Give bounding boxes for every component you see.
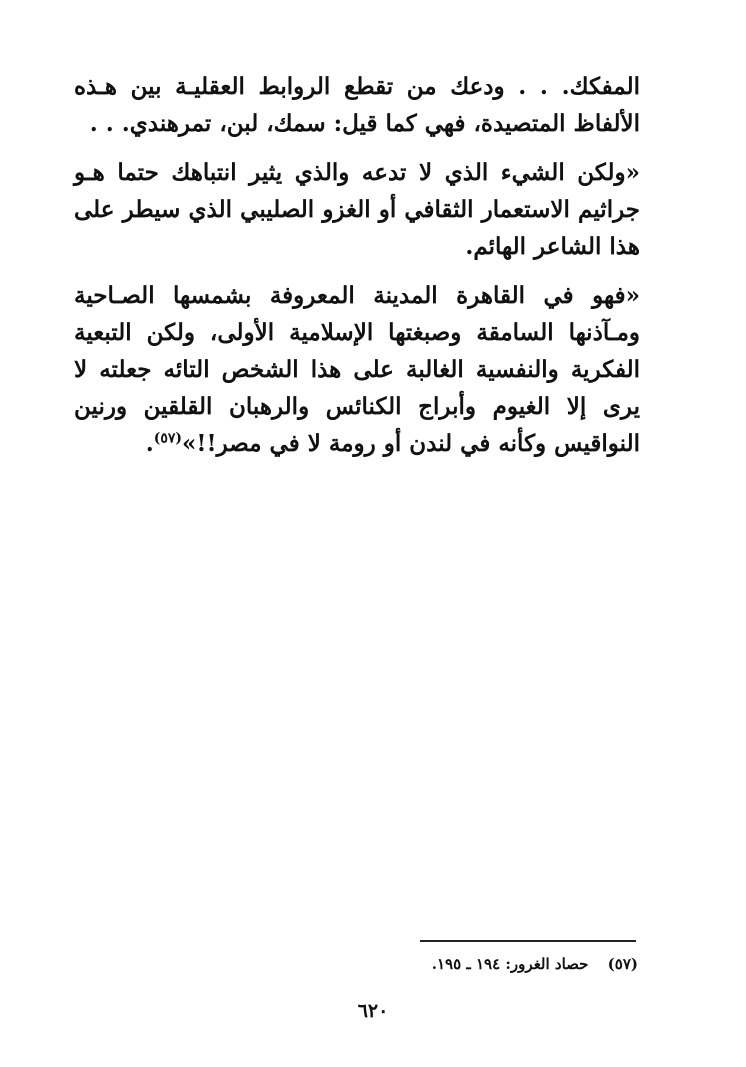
- body-text: [74, 68, 640, 474]
- footnote-reference: (٥٧): [153, 430, 183, 447]
- footnote-divider: [420, 940, 636, 942]
- paragraph-3-end: .: [145, 430, 154, 457]
- footnote-number: (٥٧): [607, 955, 638, 973]
- footnote: [380, 955, 638, 973]
- paragraph-1: [74, 68, 640, 142]
- page-number: ٦٢٠: [357, 1000, 389, 1022]
- footnote-text: حصاد الغرور: ١٩٤ ـ ١٩٥.: [431, 955, 589, 973]
- paragraph-1-text: المفكك. . . ودعك من تقطع الروابط العقليـة بين هـذه الألفاظ المتصيدة، فهي كما قيل: سمك، لبن، تمرهندي. . .: [74, 73, 640, 137]
- paragraph-2: [74, 154, 640, 265]
- paragraph-3: [74, 277, 640, 462]
- paragraph-3-text: «فهو في القاهرة المدينة المعروفة بشمسها الصـاحية ومـآذنها السامقة وصبغتها الإسلامية الأولى، ولكن التبعية الفكرية والنفسية الغالبة على هذا الشخص التائه جعلته لا يرى إلا الغيوم وأبراج الكنائس والرهبان القلقين ورنين النواقيس وكأنه في لندن أو رومة لا في مصر!!»: [74, 282, 640, 457]
- paragraph-2-text: «ولكن الشيء الذي لا تدعه والذي يثير انتباهك حتما هـو جراثيم الاستعمار الثقافي أو الغزو الصليبي الذي سيطر على هذا الشاعر الهائم.: [74, 159, 640, 260]
